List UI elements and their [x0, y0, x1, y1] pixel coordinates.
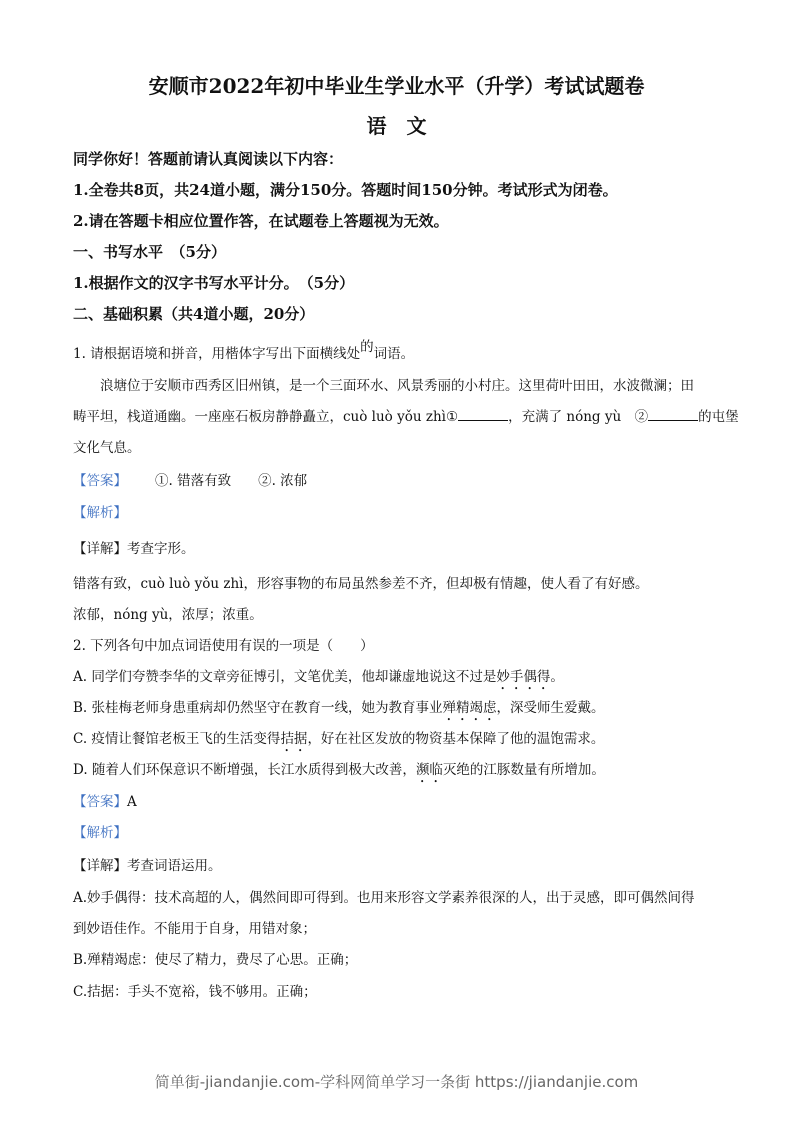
detail-label: 【详解】	[73, 541, 127, 557]
answer-text: A	[127, 794, 137, 810]
option-a	[73, 668, 564, 693]
exam-title: 安顺市2022年初中毕业生学业水平（升学）考试试题卷	[148, 74, 645, 98]
answer-label: 【答案】	[73, 794, 127, 810]
detail-line	[73, 540, 195, 558]
explanation-line: A.妙手偶得：技术高超的人，偶然间即可得到。也用来形容文学素养很深的人，出于灵感，即可偶然间得	[73, 890, 695, 906]
question-2-stem: 2. 下列各句中加点词语使用有误的一项是（ ）	[73, 638, 374, 654]
detail-line	[73, 857, 222, 875]
stem-sup: 的	[360, 339, 374, 355]
blank-2	[648, 408, 698, 421]
analysis-label: 【解析】	[73, 825, 127, 841]
option-text: 。	[550, 669, 564, 685]
analysis-label: 【解析】	[73, 505, 127, 521]
option-text: D. 随着人们环保意识不断增强，长江水质得到极大改善，	[73, 762, 416, 778]
option-text: 灭绝的江豚数量有所增加。	[442, 762, 605, 778]
option-text: C. 疫情让餐馆老板王飞的生活变得	[73, 731, 281, 747]
explanation-line: 错落有致，cuò luò yǒu zhì，形容事物的布局虽然参差不齐，但却极有情趣，使人看了有好感。	[73, 576, 649, 592]
blank-1	[458, 408, 508, 421]
emphasized-word: 濒临	[415, 762, 443, 778]
passage-text: 畴平坦，栈道通幽。一座座石板房静静矗立，cuò luò yǒu zhì①	[73, 409, 459, 425]
emphasized-word: 拮据	[280, 731, 308, 747]
passage-line: 文化气息。	[73, 440, 141, 456]
option-b	[73, 699, 605, 724]
section-heading: 二、基础积累（共4道小题，20分）	[73, 305, 315, 323]
explanation-line: B.殚精竭虑：使尽了精力，费尽了心思。正确；	[73, 952, 358, 968]
stem-text: 1. 请根据语境和拼音，用楷体字写出下面横线处	[73, 346, 361, 362]
subject-title: 语 文	[366, 114, 427, 138]
answer-line	[73, 793, 137, 811]
question-1-stem	[73, 339, 415, 363]
stem-text: 词语。	[373, 346, 415, 362]
detail-text: 考查字形。	[127, 541, 195, 557]
answer-line	[73, 472, 307, 490]
detail-text: 考查词语运用。	[127, 858, 222, 874]
section-heading: 一、书写水平 （5分）	[73, 243, 226, 261]
option-d	[73, 761, 605, 786]
intro-line: 1.全卷共8页，共24道小题，满分150分。答题时间150分钟。考试形式为闭卷。	[73, 181, 618, 199]
footer-watermark: 简单街-jiandanjie.com-学科网简单学习一条街 https://jiandanjie.com	[154, 1073, 639, 1091]
answer-label: 【答案】	[73, 473, 127, 489]
detail-label: 【详解】	[73, 858, 127, 874]
emphasized-word: 殚精竭虑	[442, 700, 497, 716]
section-question: 1.根据作文的汉字书写水平计分。 （5分）	[73, 274, 355, 292]
passage-line	[73, 408, 739, 426]
passage-line: 浪塘位于安顺市西秀区旧州镇，是一个三面环水、风景秀丽的小村庄。这里荷叶田田，水波微澜；田	[100, 378, 694, 394]
passage-text: ，充满了 nóng yù ②	[508, 409, 649, 425]
explanation-line: 浓郁，nóng yù，浓厚；浓重。	[73, 607, 263, 623]
answer-text: ①. 错落有致 ②. 浓郁	[155, 473, 308, 489]
option-text: B. 张桂梅老师身患重病却仍然坚守在教育一线，她为教育事业	[73, 700, 443, 716]
intro-line: 同学你好！答题前请认真阅读以下内容：	[73, 150, 344, 168]
emphasized-word: 妙手偶得	[496, 669, 551, 685]
explanation-line: 到妙语佳作。不能用于自身，用错对象；	[73, 921, 316, 937]
passage-text: 的屯堡	[698, 409, 739, 425]
option-text: ，好在社区发放的物资基本保障了他的温饱需求。	[307, 731, 605, 747]
intro-line: 2.请在答题卡相应位置作答，在试题卷上答题视为无效。	[73, 212, 449, 230]
explanation-line: C.拮据：手头不宽裕，钱不够用。正确；	[73, 984, 317, 1000]
option-c	[73, 730, 604, 755]
option-text: A. 同学们夸赞李华的文章旁征博引，文笔优美，他却谦虚地说这不过是	[73, 669, 497, 685]
option-text: ，深受师生爱戴。	[496, 700, 605, 716]
